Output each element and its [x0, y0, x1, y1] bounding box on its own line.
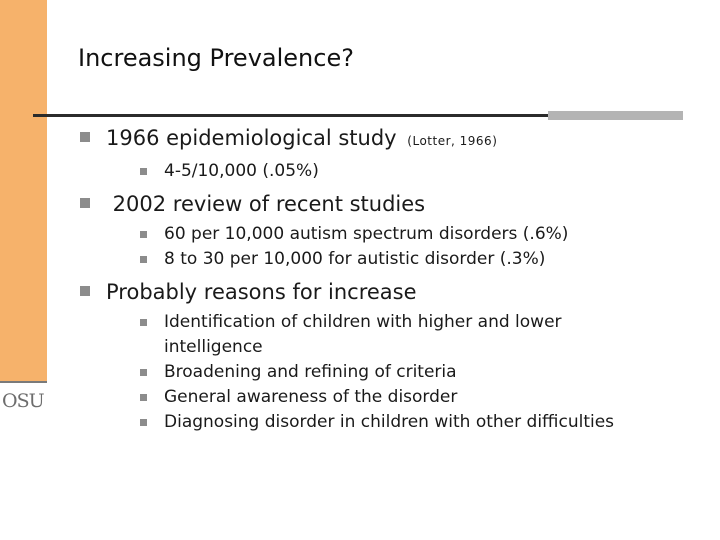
slide-title: Increasing Prevalence?	[78, 44, 354, 72]
bullet-item	[80, 124, 710, 184]
sub-bullet-text: 8 to 30 per 10,000 for autistic disorder (.3%)	[164, 249, 546, 269]
sub-bullet-list	[106, 222, 710, 272]
slide-body	[80, 124, 710, 435]
sub-bullet-item	[106, 385, 710, 410]
sub-bullet-item	[106, 360, 710, 385]
bullet-text: Probably reasons for increase	[106, 280, 417, 304]
accent-bar	[0, 0, 47, 382]
sub-bullet-text: 60 per 10,000 autism spectrum disorders (.6%)	[164, 224, 569, 244]
sub-bullet-text: General awareness of the disorder	[164, 387, 458, 407]
square-bullet-icon	[80, 286, 90, 296]
sub-bullet-text: Diagnosing disorder in children with other difficulties	[164, 412, 615, 432]
sub-bullet-item	[106, 310, 710, 360]
square-bullet-icon	[140, 231, 147, 238]
citation-note: (Lotter, 1966)	[407, 134, 498, 148]
sub-bullet-item	[106, 410, 710, 435]
osu-logo: OSU	[2, 390, 44, 412]
square-bullet-icon	[140, 419, 147, 426]
accent-bar-divider	[0, 381, 47, 383]
square-bullet-icon	[140, 168, 147, 175]
square-bullet-icon	[140, 256, 147, 263]
bullet-list	[80, 124, 710, 435]
sub-bullet-text: Identification of children with higher and lower intelligence	[164, 312, 562, 357]
square-bullet-icon	[140, 319, 147, 326]
bullet-item	[80, 278, 710, 435]
bullet-text: 1966 epidemiological study	[106, 126, 397, 150]
title-rule-accent	[548, 111, 683, 120]
bullet-text: 2002 review of recent studies	[106, 192, 426, 216]
sub-bullet-item	[106, 247, 710, 272]
sub-bullet-list	[106, 310, 710, 435]
bullet-item	[80, 190, 710, 272]
sub-bullet-text: 4-5/10,000 (.05%)	[164, 161, 319, 181]
square-bullet-icon	[140, 394, 147, 401]
square-bullet-icon	[140, 369, 147, 376]
sub-bullet-item	[106, 159, 710, 184]
square-bullet-icon	[80, 132, 90, 142]
sub-bullet-text: Broadening and refining of criteria	[164, 362, 457, 382]
sub-bullet-item	[106, 222, 710, 247]
sub-bullet-list	[106, 159, 710, 184]
title-rule	[33, 114, 548, 117]
square-bullet-icon	[80, 198, 90, 208]
